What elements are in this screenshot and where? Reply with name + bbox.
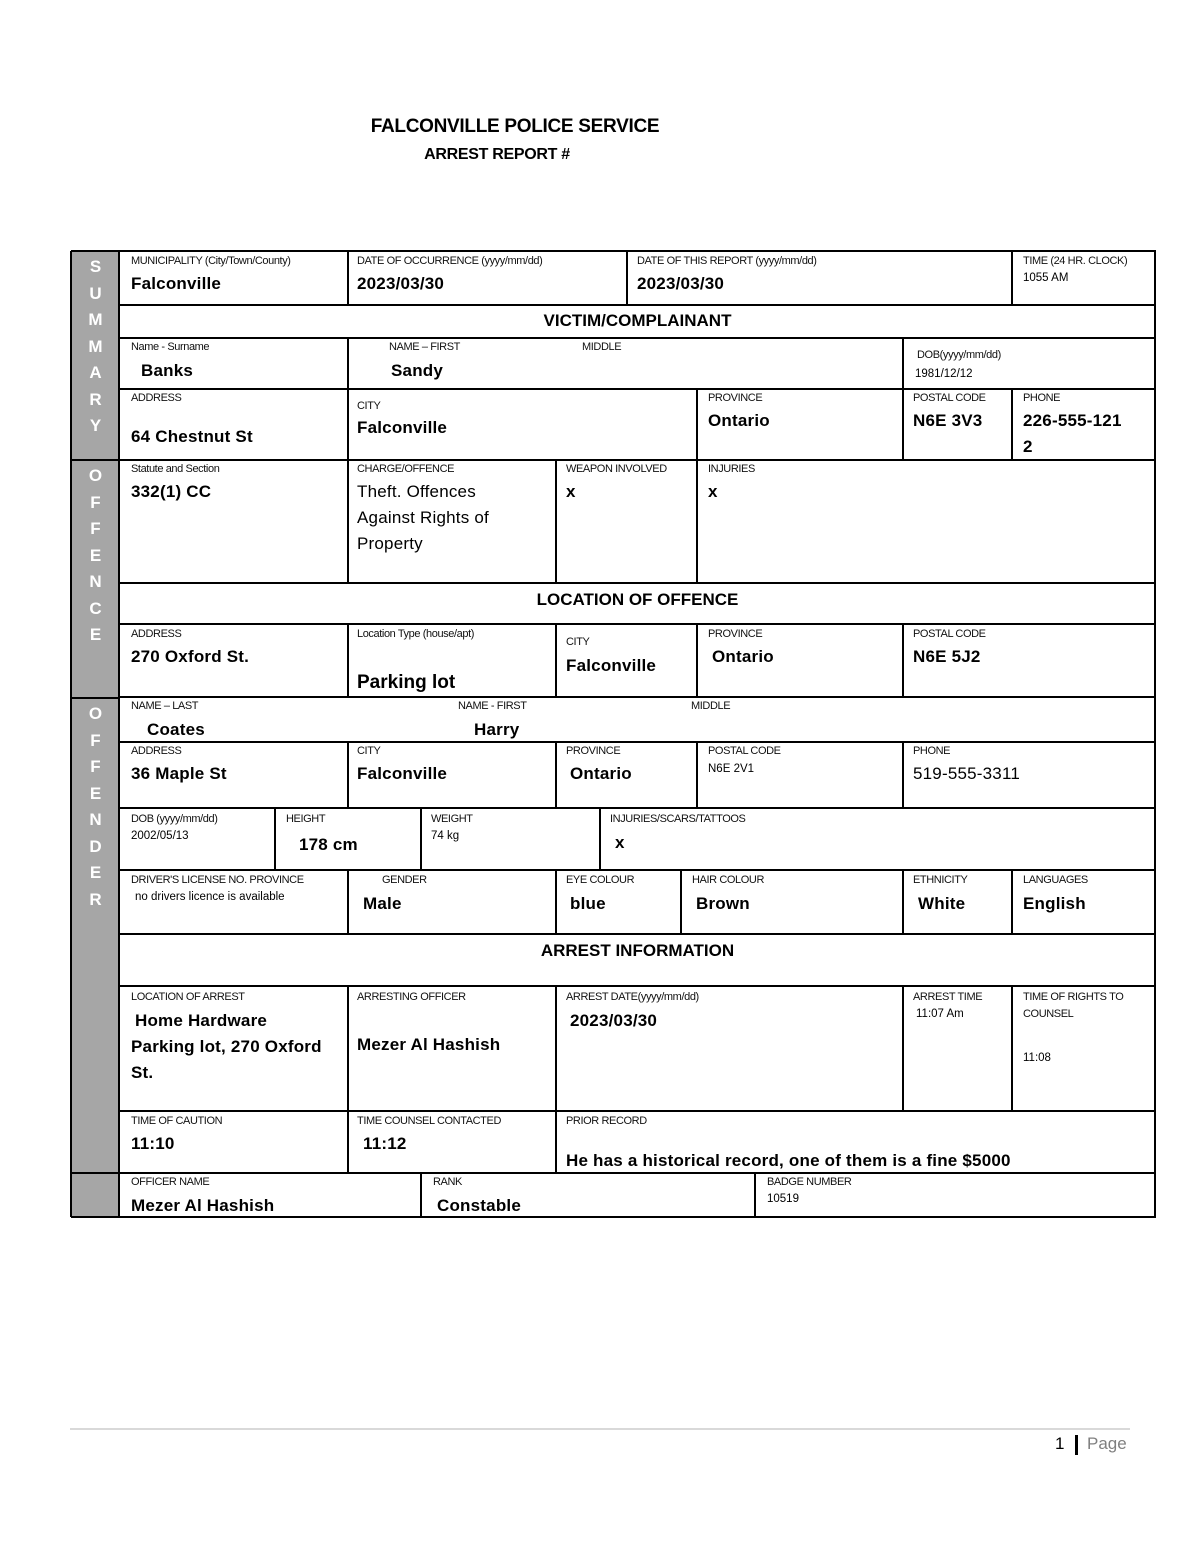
prior-record-label: PRIOR RECORD bbox=[566, 1115, 647, 1127]
caution-label: TIME OF CAUTION bbox=[131, 1115, 223, 1127]
location-postal-label: POSTAL CODE bbox=[913, 628, 986, 640]
arrest-time-value[interactable]: 11:07 Am bbox=[916, 1008, 964, 1020]
offender-height-label: HEIGHT bbox=[286, 813, 326, 825]
arrest-section-title: ARREST INFORMATION bbox=[540, 941, 735, 960]
offender-hair-value[interactable]: Brown bbox=[696, 894, 750, 913]
location-address-label: ADDRESS bbox=[131, 628, 182, 640]
location-type-label: Location Type (house/apt) bbox=[357, 628, 474, 640]
offender-ethnicity-value[interactable]: White bbox=[918, 894, 966, 913]
arrest-location-line3[interactable]: St. bbox=[131, 1063, 154, 1082]
prior-record-value[interactable]: He has a historical record, one of them is a fine $5000 bbox=[566, 1151, 1011, 1170]
caution-value[interactable]: 11:10 bbox=[131, 1134, 175, 1153]
agency-title: FALCONVILLE POLICE SERVICE bbox=[370, 116, 660, 137]
offender-first-value[interactable]: Harry bbox=[474, 720, 520, 739]
offender-license-label: DRIVER'S LICENSE NO. PROVINCE bbox=[131, 874, 304, 886]
victim-section-title: VICTIM/COMPLAINANT bbox=[543, 311, 732, 330]
offender-last-value[interactable]: Coates bbox=[147, 720, 205, 739]
location-section-title: LOCATION OF OFFENCE bbox=[536, 590, 739, 609]
victim-surname-value[interactable]: Banks bbox=[141, 361, 194, 380]
location-address-value[interactable]: 270 Oxford St. bbox=[131, 647, 250, 666]
location-postal-value[interactable]: N6E 5J2 bbox=[913, 647, 981, 666]
statute-label: Statute and Section bbox=[131, 463, 220, 475]
victim-phone-value-line2[interactable]: 2 bbox=[1023, 437, 1033, 456]
offender-phone-value[interactable]: 519-555-3311 bbox=[913, 764, 1021, 783]
offender-last-label: NAME – LAST bbox=[131, 700, 199, 712]
footer-divider bbox=[70, 1428, 1130, 1430]
victim-address-value[interactable]: 64 Chestnut St bbox=[131, 427, 253, 446]
victim-middle-label: MIDDLE bbox=[582, 341, 622, 353]
offender-address-value[interactable]: 36 Maple St bbox=[131, 764, 227, 783]
location-city-value[interactable]: Falconville bbox=[566, 656, 657, 675]
offender-ethnicity-label: ETHNICITY bbox=[913, 874, 968, 886]
victim-province-value[interactable]: Ontario bbox=[708, 411, 770, 430]
officer-rank-value[interactable]: Constable bbox=[437, 1196, 521, 1215]
victim-province-label: PROVINCE bbox=[708, 392, 763, 404]
offender-languages-value[interactable]: English bbox=[1023, 894, 1086, 913]
arrest-location-label: LOCATION OF ARREST bbox=[131, 991, 245, 1003]
arresting-officer-label: ARRESTING OFFICER bbox=[357, 991, 466, 1003]
officer-name-label: OFFICER NAME bbox=[131, 1176, 210, 1188]
municipality-label: MUNICIPALITY (City/Town/County) bbox=[131, 255, 291, 267]
victim-first-label: NAME – FIRST bbox=[389, 341, 460, 353]
offender-province-value[interactable]: Ontario bbox=[570, 764, 632, 783]
charge-label: CHARGE/OFFENCE bbox=[357, 463, 455, 475]
location-province-value[interactable]: Ontario bbox=[712, 647, 774, 666]
time-value[interactable]: 1055 AM bbox=[1023, 272, 1069, 284]
injuries-label: INJURIES bbox=[708, 463, 755, 475]
offence-band-letters: O F F E N C E bbox=[88, 466, 103, 644]
offender-scars-label: INJURIES/SCARS/TATTOOS bbox=[610, 813, 746, 825]
offender-dob-value[interactable]: 2002/05/13 bbox=[131, 830, 189, 842]
offender-middle-label: MIDDLE bbox=[691, 700, 731, 712]
arrest-date-label: ARREST DATE(yyyy/mm/dd) bbox=[566, 991, 699, 1003]
arrest-location-line2[interactable]: Parking lot, 270 Oxford bbox=[131, 1037, 322, 1056]
location-type-value[interactable]: Parking lot bbox=[357, 672, 456, 693]
counsel-label: TIME COUNSEL CONTACTED bbox=[357, 1115, 501, 1127]
offender-address-label: ADDRESS bbox=[131, 745, 182, 757]
location-province-label: PROVINCE bbox=[708, 628, 763, 640]
municipality-value[interactable]: Falconville bbox=[131, 274, 222, 293]
offender-postal-value[interactable]: N6E 2V1 bbox=[708, 763, 755, 775]
offender-weight-label: WEIGHT bbox=[431, 813, 473, 825]
offender-dob-label: DOB (yyyy/mm/dd) bbox=[131, 813, 218, 825]
statute-value[interactable]: 332(1) CC bbox=[131, 482, 212, 501]
victim-postal-value[interactable]: N6E 3V3 bbox=[913, 411, 983, 430]
date-occurrence-label: DATE OF OCCURRENCE (yyyy/mm/dd) bbox=[357, 255, 543, 267]
rights-label-line2: COUNSEL bbox=[1023, 1008, 1074, 1020]
charge-value-line1[interactable]: Theft. Offences bbox=[357, 482, 476, 501]
arrest-date-value[interactable]: 2023/03/30 bbox=[570, 1011, 658, 1030]
date-report-value[interactable]: 2023/03/30 bbox=[637, 274, 725, 293]
officer-name-value[interactable]: Mezer Al Hashish bbox=[131, 1196, 275, 1215]
offender-eye-label: EYE COLOUR bbox=[566, 874, 635, 886]
victim-surname-label: Name - Surname bbox=[131, 341, 210, 353]
charge-value-line2[interactable]: Against Rights of bbox=[357, 508, 489, 527]
offender-weight-value[interactable]: 74 kg bbox=[431, 830, 460, 842]
victim-city-value[interactable]: Falconville bbox=[357, 418, 448, 437]
offender-province-label: PROVINCE bbox=[566, 745, 621, 757]
time-label: TIME (24 HR. CLOCK) bbox=[1023, 255, 1128, 267]
counsel-value[interactable]: 11:12 bbox=[363, 1134, 407, 1153]
report-title: ARREST REPORT # bbox=[424, 146, 570, 163]
arrest-time-label: ARREST TIME bbox=[913, 991, 983, 1003]
injuries-value[interactable]: x bbox=[708, 482, 718, 501]
rights-time-value[interactable]: 11:08 bbox=[1023, 1052, 1051, 1064]
victim-dob-value[interactable]: 1981/12/12 bbox=[915, 368, 973, 380]
charge-value-line3[interactable]: Property bbox=[357, 534, 423, 553]
weapon-value[interactable]: x bbox=[566, 482, 576, 501]
date-occurrence-value[interactable]: 2023/03/30 bbox=[357, 274, 445, 293]
offender-first-label: NAME - FIRST bbox=[458, 700, 527, 712]
offender-city-label: CITY bbox=[357, 745, 381, 757]
page-separator bbox=[1075, 1435, 1078, 1455]
arresting-officer-value[interactable]: Mezer Al Hashish bbox=[357, 1035, 501, 1054]
offender-gender-value[interactable]: Male bbox=[363, 894, 402, 913]
offender-band-letters: O F F E N D E R bbox=[88, 704, 103, 909]
victim-address-label: ADDRESS bbox=[131, 392, 182, 404]
offender-phone-label: PHONE bbox=[913, 745, 951, 757]
offender-eye-value[interactable]: blue bbox=[570, 894, 606, 913]
location-city-label: CITY bbox=[566, 636, 590, 648]
page-label: Page bbox=[1087, 1434, 1127, 1453]
weapon-label: WEAPON INVOLVED bbox=[566, 463, 667, 475]
arrest-location-line1[interactable]: Home Hardware bbox=[135, 1011, 268, 1030]
page-number: 1 bbox=[1055, 1434, 1065, 1453]
victim-postal-label: POSTAL CODE bbox=[913, 392, 986, 404]
victim-phone-value-line1[interactable]: 226-555-121 bbox=[1023, 411, 1122, 430]
offender-city-value[interactable]: Falconville bbox=[357, 764, 448, 783]
offender-gender-label: GENDER bbox=[382, 874, 427, 886]
victim-first-value[interactable]: Sandy bbox=[391, 361, 444, 380]
victim-phone-label: PHONE bbox=[1023, 392, 1061, 404]
offender-hair-label: HAIR COLOUR bbox=[692, 874, 764, 886]
badge-number-label: BADGE NUMBER bbox=[767, 1176, 852, 1188]
offender-height-value[interactable]: 178 cm bbox=[299, 835, 358, 854]
summary-band-letters: S U M M A R Y bbox=[88, 257, 103, 435]
badge-number-value[interactable]: 10519 bbox=[767, 1193, 799, 1205]
offender-license-value[interactable]: no drivers licence is available bbox=[135, 891, 285, 903]
offender-postal-label: POSTAL CODE bbox=[708, 745, 781, 757]
offender-languages-label: LANGUAGES bbox=[1023, 874, 1088, 886]
offender-scars-value[interactable]: x bbox=[615, 833, 625, 852]
officer-rank-label: RANK bbox=[433, 1176, 462, 1188]
victim-city-label: CITY bbox=[357, 400, 381, 412]
date-report-label: DATE OF THIS REPORT (yyyy/mm/dd) bbox=[637, 255, 817, 267]
victim-dob-label: DOB(yyyy/mm/dd) bbox=[917, 349, 1001, 361]
rights-label-line1: TIME OF RIGHTS TO bbox=[1023, 991, 1124, 1003]
